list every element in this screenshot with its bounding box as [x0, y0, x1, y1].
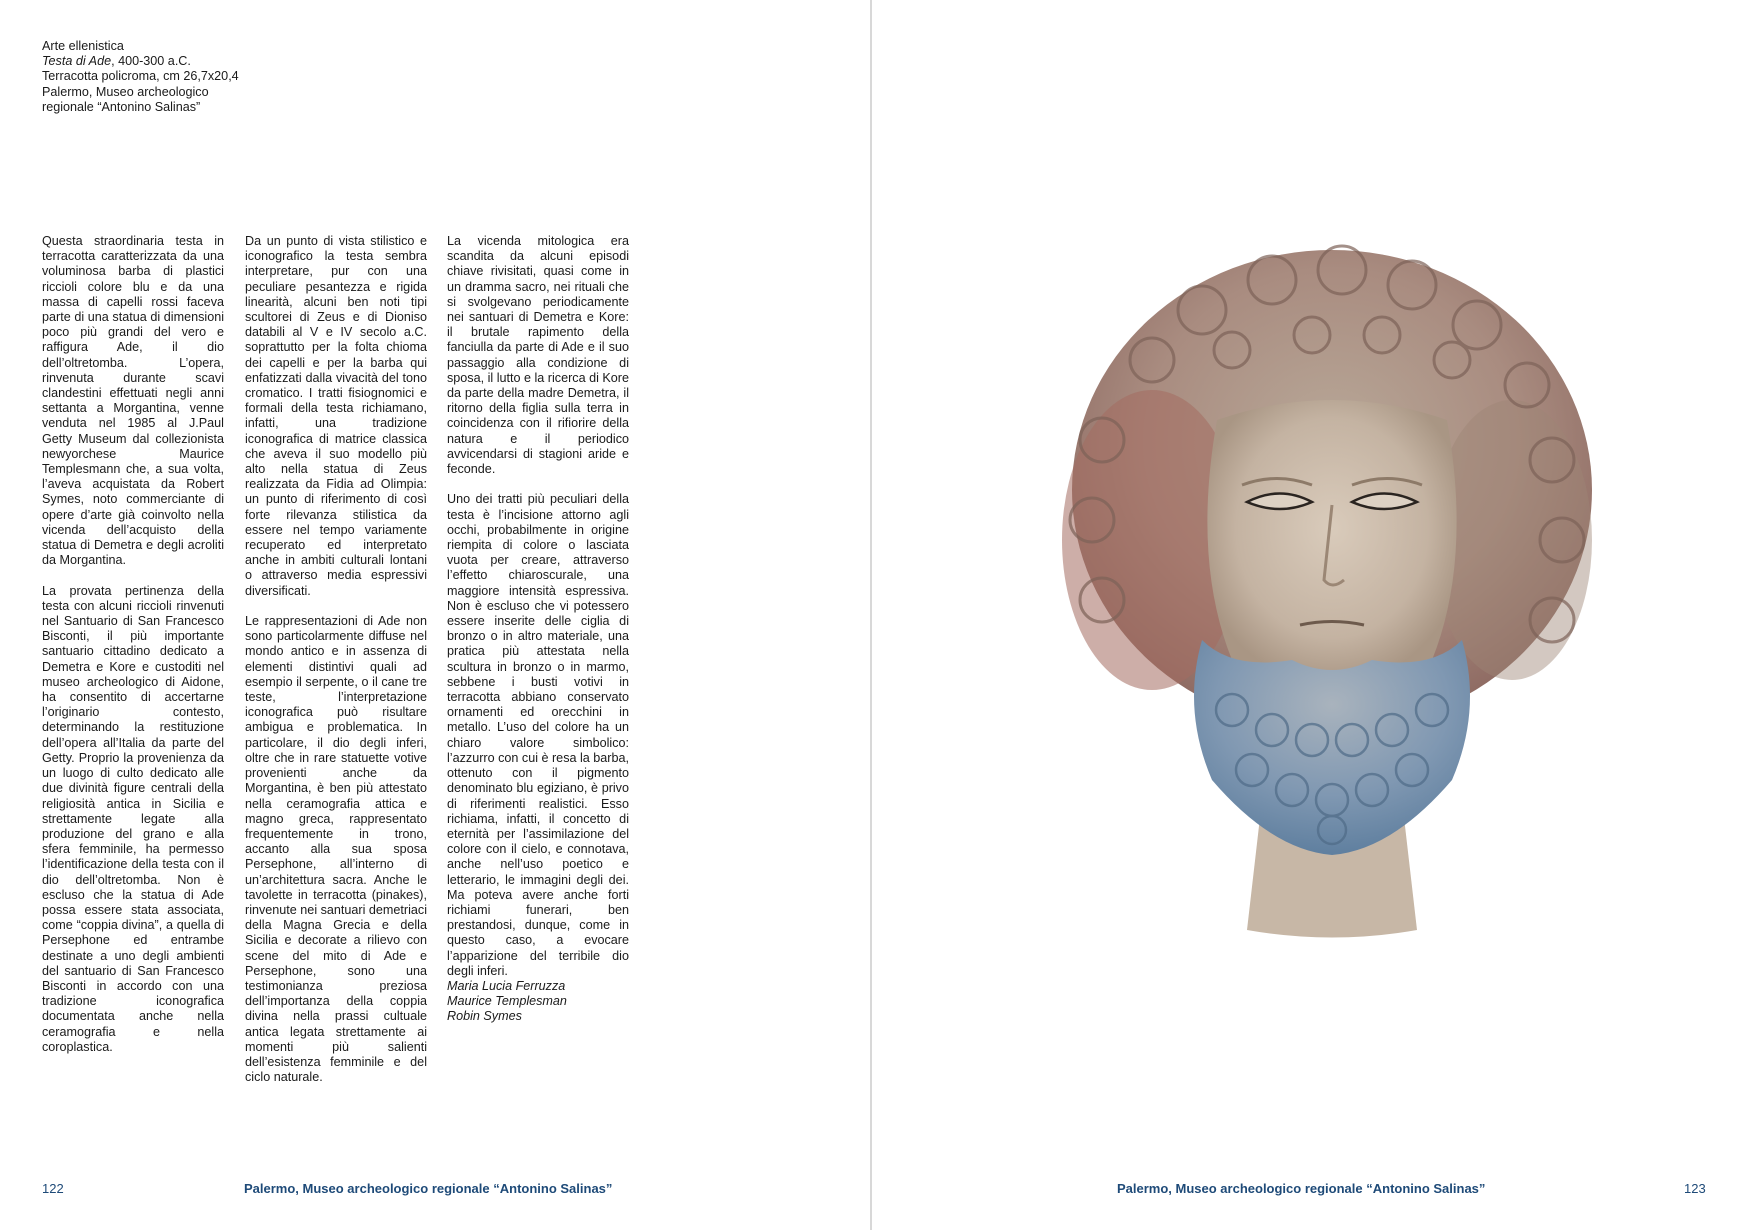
- author-signatures: [447, 979, 629, 1025]
- author-name: Robin Symes: [447, 1009, 522, 1024]
- author-name: Maria Lucia Ferruzza: [447, 978, 566, 993]
- head-of-hades-photo: [1032, 240, 1632, 940]
- page-number-right: 123: [1684, 1181, 1706, 1196]
- text-column-2: [245, 234, 427, 1085]
- artwork-caption: [42, 39, 302, 115]
- paragraph: Questa straordinaria testa in terracotta caratterizzata da una voluminosa barba di plastici riccioli colore blu e da una massa di capelli rossi faceva parte di una statua di dimensioni poco più grandi del vero e raffigura Ade, il dio dell’oltretomba. L’opera, rinvenuta durante scavi clandestini effettuati negli anni settanta a Morgantina, venne venduta nel 1985 al J.Paul Getty Museum dal collezionista newyorchese Maurice Templesmann che, a sua volta, l’aveva acquistata da Robert Symes, noto commerciante di opere d’arte già coinvolto nella vicenda dell’acquisto della statua di Demetra e degli acroliti da Morgantina.: [42, 234, 224, 568]
- paragraph: La provata pertinenza della testa con alcuni riccioli rinvenuti nel Santuario di San Francesco Bisconti, il più importante santuario cittadino dedicato a Demetra e Kore e custoditi nel museo archeologico di Aidone, ha consentito di accertarne l’originario contesto, determinando la restituzione dell’opera all’Italia da parte del Getty. Proprio la provenienza da un luogo di culto dedicato alle due divinità figure centrali della religiosità antica in Sicilia e strettamente legate alla produzione del grano e alla sfera femminile, ha permesso l’identificazione della testa con il dio dell’oltretomba. Non è escluso che la statua di Ade possa essere stata associata, come “coppia divina”, a quella di Persephone ed entrambe destinate a uno degli ambienti del santuario di San Francesco Bisconti in accordo con una tradizione iconografica documentata anche nella ceramografia e nella coroplastica.: [42, 583, 224, 1054]
- text-column-1: [42, 234, 224, 1055]
- author-name: Maurice Templesman: [447, 994, 567, 1009]
- paragraph: Uno dei tratti più peculiari della testa è l’incisione attorno agli occhi, probabilmente in origine riempita di colore o lasciata vuota per creare, attraverso l’effetto chiaroscurale, una maggiore intensità espressiva. Non è escluso che vi potessero essere inserite delle ciglia di bronzo o in altro materiale, una pratica più attestata nella scultura in bronzo o in marmo, sebbene i busti votivi in terracotta abbiano conservato ornamenti ed orecchini in metallo. L’uso del colore ha un chiaro valore simbolico: l’azzurro con cui è resa la barba, ottenuto con il pigmento denominato blu egiziano, è privo di riferimenti realistici. Esso richiama, infatti, il concetto di eternità per l’assimilazione del colore con il cielo, e connotava, anche nell’uso poetico e letterario, le immagini degli dei. Ma poteva avere anche forti richiami funerari, ben prestandosi, dunque, come in questo caso, a evocare l’apparizione del terribile dio degli inferi.: [447, 492, 630, 978]
- page-number-left: 122: [42, 1181, 64, 1196]
- caption-title: Testa di Ade: [42, 54, 112, 69]
- caption-location-2: regionale “Antonino Salinas”: [42, 99, 201, 114]
- paragraph: La vicenda mitologica era scandita da alcuni episodi chiave rivisitati, quasi come in un dramma sacro, nei rituali che si svolgevano periodicamente nei santuari di Demetra e Kore: il brutale rapimento della fanciulla da parte di Ade e il suo passaggio alla condizione di sposa, il lutto e la ricerca di Kore da parte della madre Demetra, il ritorno della figlia sulla terra in coincidenza con il rifiorire della natura e il periodico avvicendarsi di stagioni aride e feconde.: [447, 234, 629, 477]
- text-column-3: [447, 234, 629, 1025]
- face-shape: [1207, 400, 1456, 685]
- running-title-left: Palermo, Museo archeologico regionale “Antonino Salinas”: [244, 1181, 613, 1196]
- caption-title-date: [42, 54, 302, 69]
- left-page: [0, 0, 870, 1230]
- caption-period: Arte ellenistica: [42, 39, 124, 53]
- beard-shape: [1194, 640, 1470, 855]
- right-page: [872, 0, 1744, 1230]
- caption-date: , 400-300 a.C.: [111, 54, 191, 69]
- paragraph: Le rappresentazioni di Ade non sono particolarmente diffuse nel mondo antico e in assenza di elementi distintivi quali ad esempio il serpente, o il cane tre teste, l’interpretazione iconografica può risultare ambigua e problematica. In particolare, il dio degli inferi, oltre che in rare statuette votive provenienti anche da Morgantina, è ben più attestato nella ceramografia attica e magno greca, rappresentato frequentemente in trono, accanto alla sua sposa Persephone, all’interno di un’architettura sacra. Anche le tavolette in terracotta (pinakes), rinvenute nei santuari demetriaci della Magna Grecia e della Sicilia e decorate a rilievo con scene del mito di Ade e Persephone, sono una testimonianza preziosa dell’importanza della coppia divina nella prassi cultuale antica legata strettamente ai momenti più salienti dell’esistenza femminile e del ciclo naturale.: [245, 614, 428, 1085]
- paragraph: Da un punto di vista stilistico e iconografico la testa sembra interpretare, pur con una peculiare pesantezza e rigida linearità, alcuni ben noti tipi scultorei di Zeus e di Dioniso databili al V e IV secolo a.C. soprattutto per la folta chioma dei capelli e per la barba qui enfatizzati dalla vivacità del tono cromatico. I tratti fisiognomici e formali della testa richiamano, infatti, una tradizione iconografica di matrice classica che aveva il suo modello più alto nella statua di Zeus realizzata da Fidia ad Olimpia: un punto di riferimento di così forte rilevanza stilistica da essere nel tempo variamente recuperato ed interpretato anche in ambiti culturali lontani o attraverso media espressivi diversificati.: [245, 234, 427, 598]
- running-title-right: Palermo, Museo archeologico regionale “Antonino Salinas”: [1117, 1181, 1486, 1196]
- caption-location-1: Palermo, Museo archeologico: [42, 84, 209, 99]
- caption-material: Terracotta policroma, cm 26,7x20,4: [42, 69, 239, 84]
